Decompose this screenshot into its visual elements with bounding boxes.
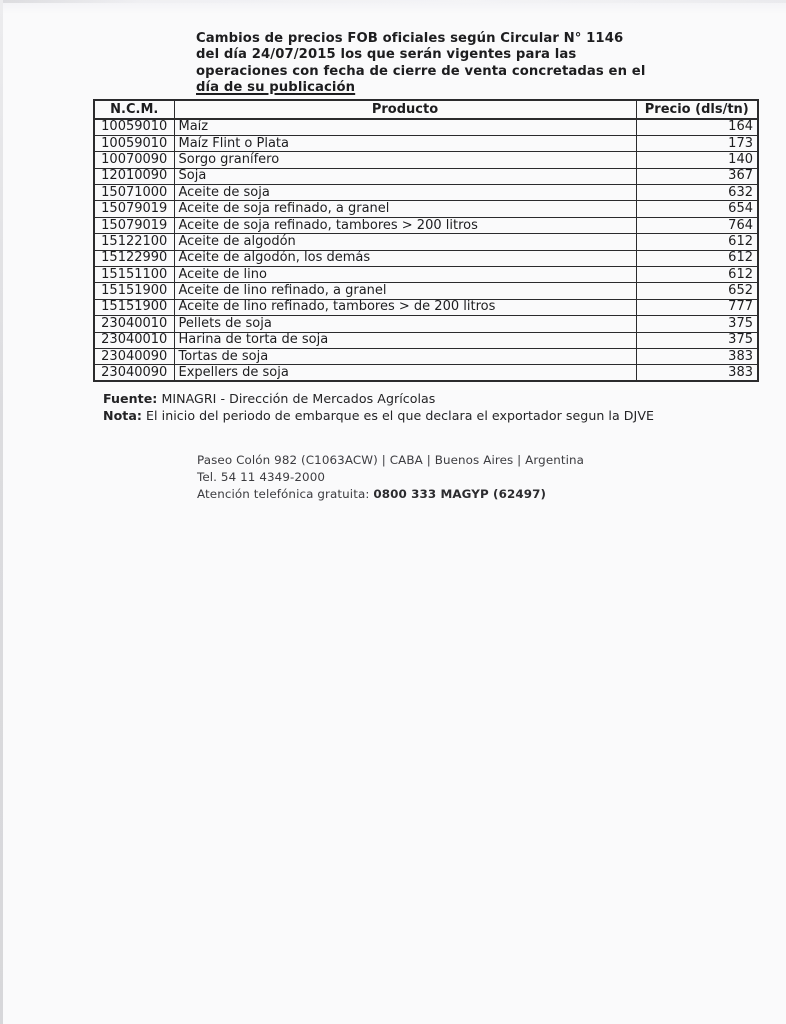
ncm-cell: 12010090 [94,168,174,184]
ncm-cell: 23040090 [94,348,174,364]
ncm-cell: 10070090 [94,152,174,168]
precio-cell: 612 [636,267,758,283]
precio-cell: 652 [636,283,758,299]
table-row [94,348,758,364]
ncm-cell: 10059010 [94,135,174,151]
ncm-cell: 15122100 [94,234,174,250]
ncm-cell: 15151900 [94,299,174,315]
hotline-number: 0800 333 MAGYP (62497) [373,487,546,502]
producto-cell: Aceite de soja refinado, a granel [174,201,636,217]
nota-label: Nota: [103,408,142,424]
table-row [94,217,758,233]
precio-cell: 375 [636,332,758,348]
hotline-label: Atención telefónica gratuita: [197,487,374,502]
source-notes [103,390,654,425]
table-row [94,299,758,315]
scan-edge-top [0,0,786,3]
ncm-cell: 15151900 [94,283,174,299]
producto-cell: Harina de torta de soja [174,332,636,348]
table-row [94,152,758,168]
producto-cell: Pellets de soja [174,316,636,332]
precio-cell: 164 [636,119,758,135]
producto-cell: Expellers de soja [174,365,636,381]
title-line-2: del día 24/07/2015 los que serán vigentes para las [196,47,577,63]
producto-cell: Aceite de lino [174,267,636,283]
precio-cell: 777 [636,299,758,315]
table-row [94,267,758,283]
header-producto: Producto [174,100,636,119]
producto-cell: Soja [174,168,636,184]
title-line-1: Cambios de precios FOB oficiales según Circular N° 1146 [196,31,624,46]
precio-cell: 383 [636,365,758,381]
table-row [94,250,758,266]
ncm-cell: 23040090 [94,365,174,381]
ncm-cell: 23040010 [94,332,174,348]
precio-cell: 654 [636,201,758,217]
precio-cell: 173 [636,135,758,151]
title-line-3: operaciones con fecha de cierre de venta concretadas en el [196,63,646,79]
ncm-cell: 15079019 [94,217,174,233]
contact-footer [197,452,584,504]
fuente-line [103,390,654,407]
table-row [94,168,758,184]
ncm-cell: 15079019 [94,201,174,217]
table-header-row [94,100,758,119]
table-row [94,201,758,217]
address-line: Paseo Colón 982 (C1063ACW) | CABA | Buenos Aires | Argentina [197,453,585,467]
fuente-text: MINAGRI - Dirección de Mercados Agrícolas [157,391,436,406]
precio-cell: 383 [636,348,758,364]
table-row [94,119,758,135]
ncm-cell: 10059010 [94,119,174,135]
header-ncm: N.C.M. [94,100,174,119]
document-title [196,31,645,97]
ncm-cell: 15071000 [94,185,174,201]
scan-edge-left [0,0,3,1024]
producto-cell: Maíz Flint o Plata [174,135,636,151]
precio-cell: 367 [636,168,758,184]
producto-cell: Aceite de lino refinado, tambores > de 200 litros [174,299,636,315]
table-body [94,119,758,381]
table-row [94,135,758,151]
producto-cell: Aceite de algodón [174,234,636,250]
fob-prices-table [93,99,759,382]
table-row [94,332,758,348]
ncm-cell: 15151100 [94,267,174,283]
precio-cell: 612 [636,250,758,266]
producto-cell: Sorgo granífero [174,152,636,168]
table-row [94,283,758,299]
precio-cell: 612 [636,234,758,250]
producto-cell: Aceite de soja [174,185,636,201]
table-row [94,185,758,201]
nota-line [103,407,654,424]
header-precio: Precio (dls/tn) [636,100,758,119]
precio-cell: 632 [636,185,758,201]
table-row [94,316,758,332]
producto-cell: Aceite de algodón, los demás [174,250,636,266]
hotline-line [197,486,584,503]
table-row [94,365,758,381]
producto-cell: Tortas de soja [174,348,636,364]
producto-cell: Aceite de soja refinado, tambores > 200 litros [174,217,636,233]
title-line-4: día de su publicación [196,80,356,96]
precio-cell: 375 [636,316,758,332]
producto-cell: Aceite de lino refinado, a granel [174,283,636,299]
phone-line: Tel. 54 11 4349-2000 [197,470,326,485]
fuente-label: Fuente: [103,391,158,406]
nota-text: El inicio del periodo de embarque es el que declara el exportador segun la DJVE [142,408,654,424]
precio-cell: 764 [636,217,758,233]
precio-cell: 140 [636,152,758,168]
ncm-cell: 23040010 [94,316,174,332]
table-row [94,234,758,250]
producto-cell: Maíz [174,119,636,135]
ncm-cell: 15122990 [94,250,174,266]
